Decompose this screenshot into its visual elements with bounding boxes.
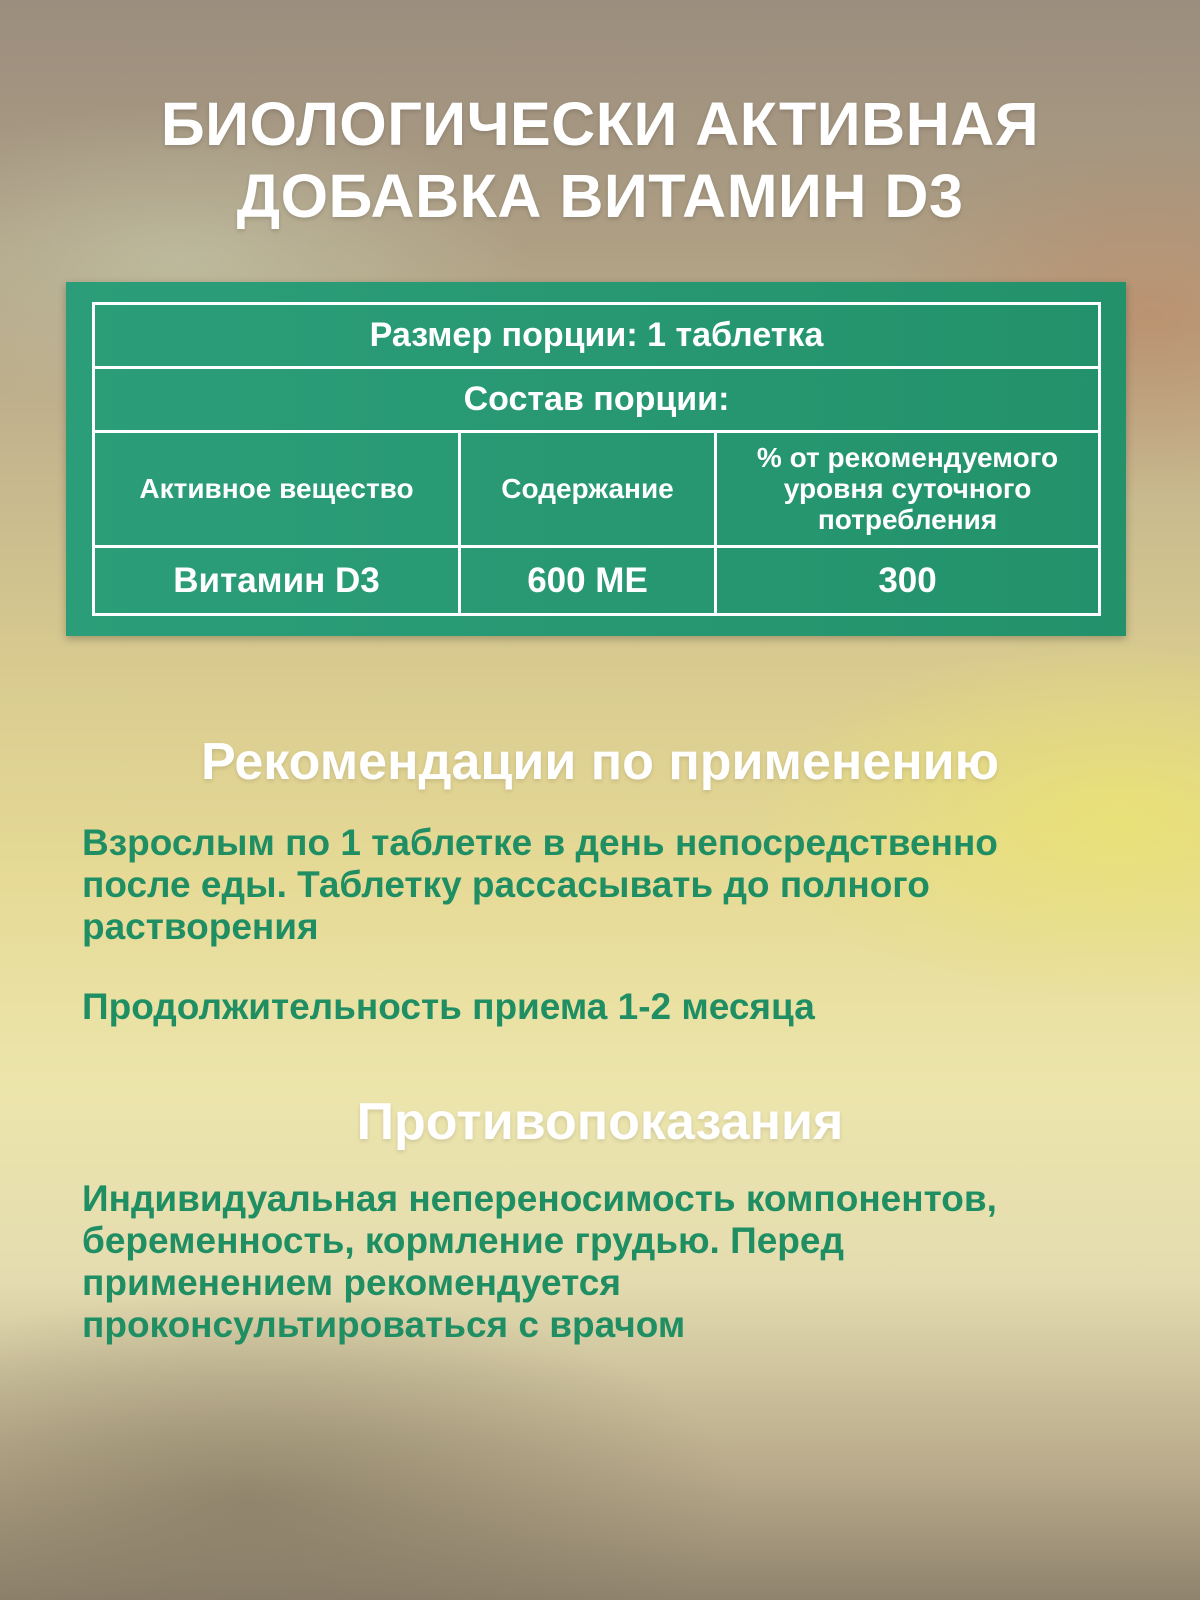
serving-content-cell: Состав порции:	[94, 367, 1100, 431]
usage-line-1: Взрослым по 1 таблетке в день непосредственно	[82, 822, 998, 863]
contraindications-line-2: беременность, кормление грудью. Перед	[82, 1220, 844, 1261]
table-header-row	[94, 431, 1100, 546]
contraindications-line-3: применением рекомендуется	[82, 1262, 621, 1303]
contraindications-heading: Противопоказания	[356, 1093, 844, 1151]
contraindications-text	[82, 1178, 1142, 1346]
usage-duration: Продолжительность приема 1-2 месяца	[82, 986, 815, 1027]
cell-content: 600 МЕ	[460, 547, 716, 615]
percent-header-line-1: % от рекомендуемого	[756, 442, 1059, 474]
percent-header-line-2: уровня суточного	[783, 473, 1032, 505]
title-line-2: ДОБАВКА ВИТАМИН D3	[236, 162, 964, 230]
contraindications-line-1: Индивидуальная непереносимость компонентов,	[82, 1178, 997, 1219]
composition-table	[92, 302, 1101, 616]
usage-heading: Рекомендации по применению	[200, 733, 1000, 791]
usage-text	[82, 822, 1142, 948]
column-header-content: Содержание	[460, 431, 716, 546]
column-header-substance: Активное вещество	[94, 431, 460, 546]
serving-content-row	[94, 367, 1100, 431]
title-line-1: БИОЛОГИЧЕСКИ АКТИВНАЯ	[160, 90, 1040, 158]
composition-panel	[66, 282, 1126, 636]
serving-size-cell: Размер порции: 1 таблетка	[94, 304, 1100, 368]
percent-header-line-3: потребления	[817, 504, 998, 536]
serving-size-row	[94, 304, 1100, 368]
usage-line-2: после еды. Таблетку рассасывать до полного	[82, 864, 930, 905]
table-row	[94, 547, 1100, 615]
page-title	[0, 88, 1200, 232]
cell-substance: Витамин D3	[94, 547, 460, 615]
usage-line-3: растворения	[82, 906, 319, 947]
column-header-percent	[716, 431, 1100, 546]
cell-percent: 300	[716, 547, 1100, 615]
contraindications-line-4: проконсультироваться с врачом	[82, 1304, 686, 1345]
